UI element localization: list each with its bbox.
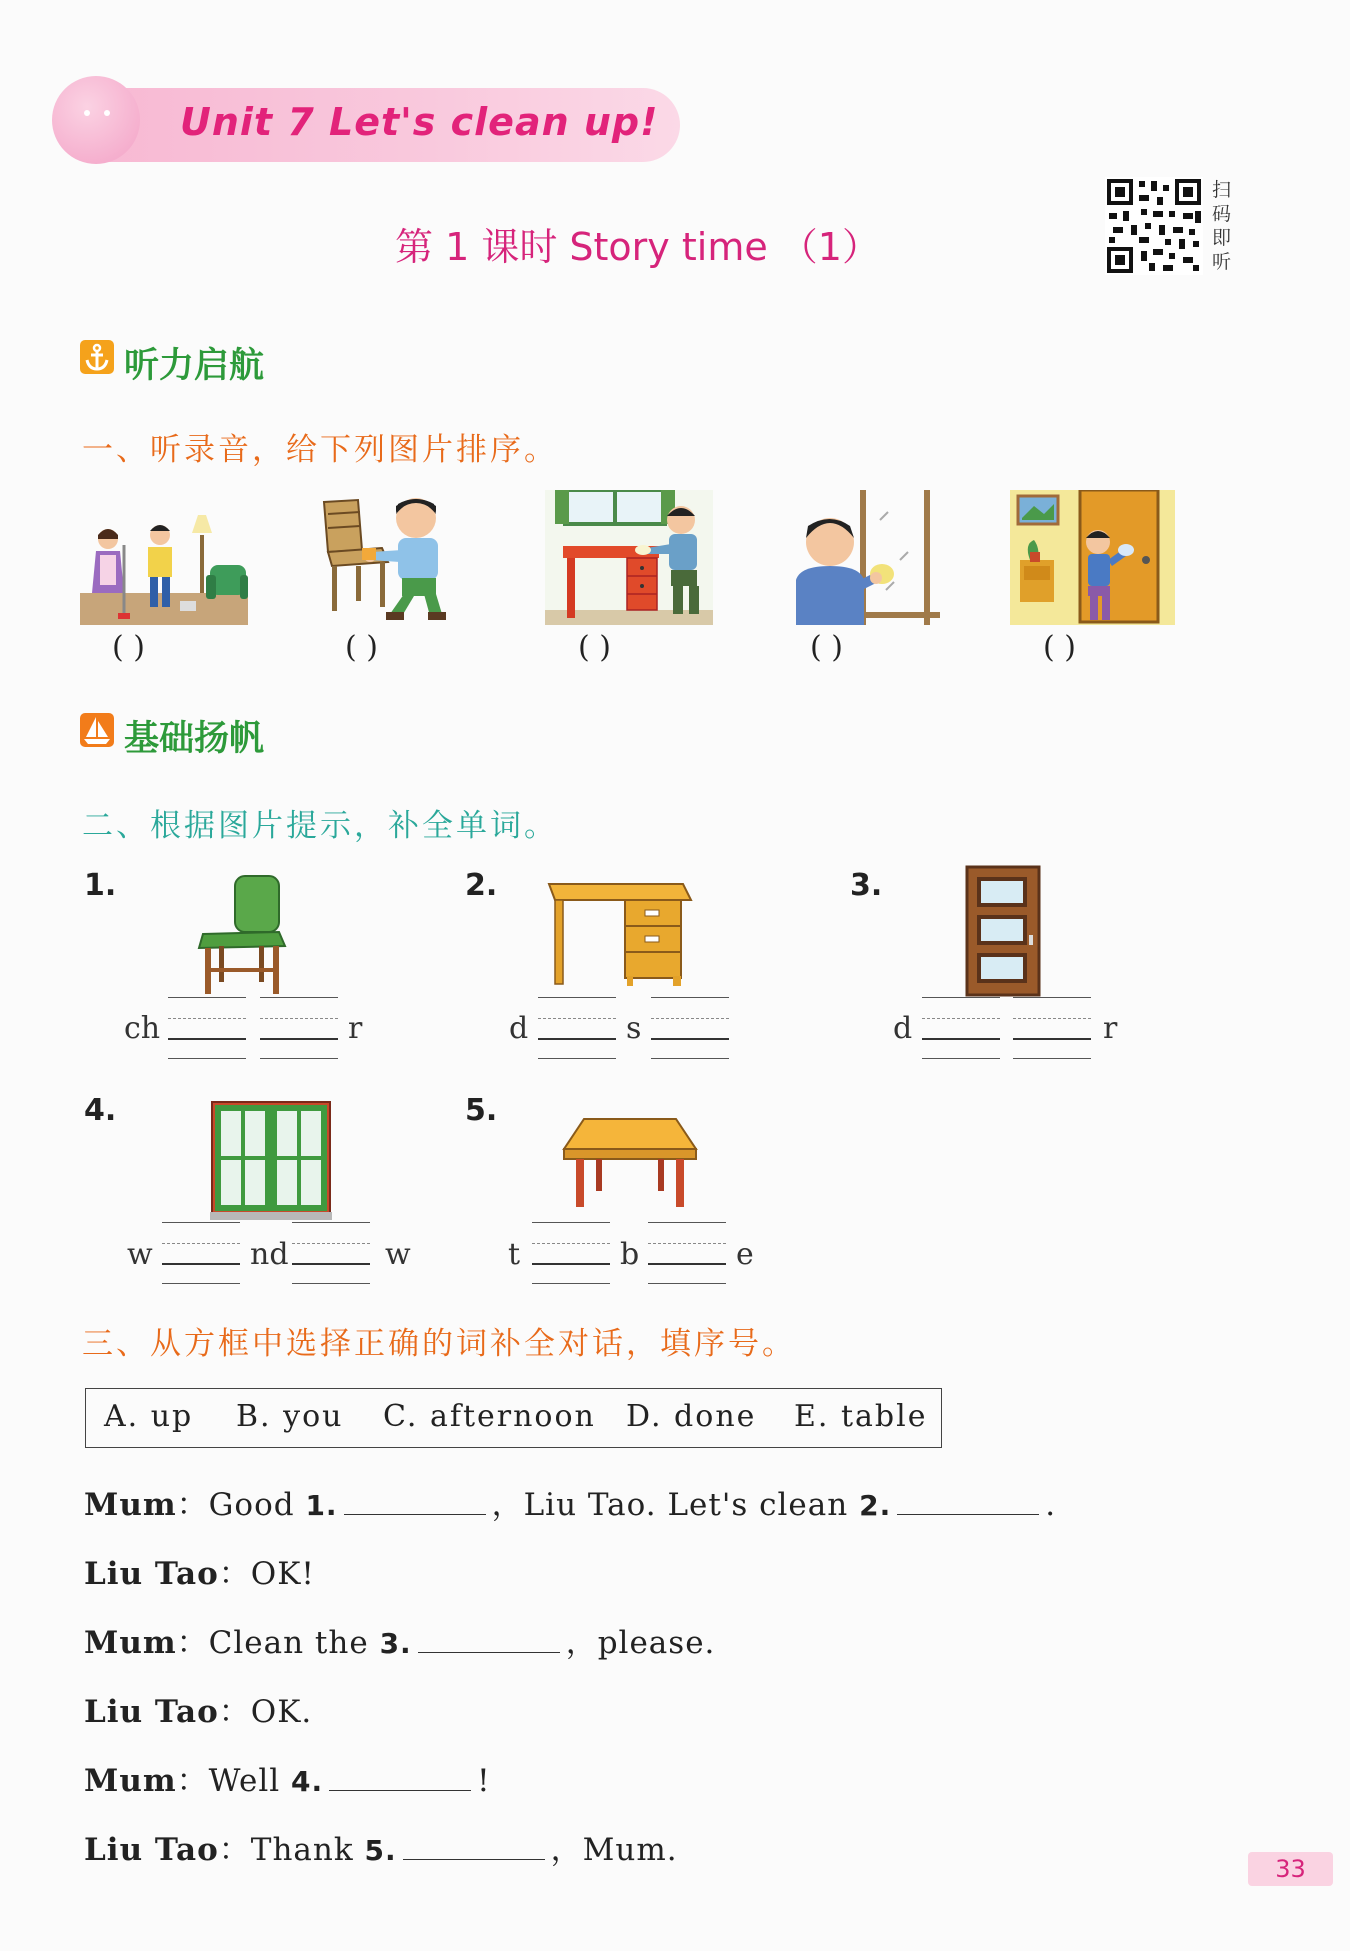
section-title-listening: 听力启航 bbox=[124, 346, 265, 386]
word-part: nd bbox=[250, 1237, 289, 1272]
item-number: 1. bbox=[84, 868, 117, 903]
letter-blank[interactable] bbox=[260, 997, 338, 1059]
letter-blank[interactable] bbox=[1013, 997, 1091, 1059]
dialogue-line-1: Mum：Good 1. ，Liu Tao. Let's clean 2. . bbox=[84, 1487, 1057, 1523]
qr-code-icon[interactable] bbox=[1105, 177, 1203, 275]
word-part: b bbox=[620, 1237, 640, 1272]
item-number: 2. bbox=[465, 868, 498, 903]
section-title-basics: 基础扬帆 bbox=[124, 719, 265, 759]
word-part: d bbox=[509, 1011, 529, 1046]
word-part: w bbox=[127, 1237, 153, 1272]
anchor-icon bbox=[80, 340, 114, 374]
table-picture bbox=[562, 1115, 698, 1211]
answer-blank-3[interactable]: ( ) bbox=[578, 630, 611, 665]
answer-blank-4[interactable]: ( ) bbox=[810, 630, 843, 665]
dialogue-line-4: Liu Tao：OK. bbox=[84, 1694, 313, 1730]
letter-blank[interactable] bbox=[648, 1222, 726, 1284]
option-b: B. you bbox=[236, 1399, 344, 1434]
letter-blank[interactable] bbox=[168, 997, 246, 1059]
mascot-ball-icon bbox=[52, 76, 140, 164]
dialogue-blank-2[interactable] bbox=[897, 1486, 1039, 1515]
letter-blank[interactable] bbox=[651, 997, 729, 1059]
chair-picture bbox=[193, 872, 293, 998]
word-part: t bbox=[508, 1237, 521, 1272]
word-bank-box bbox=[85, 1388, 942, 1448]
answer-blank-2[interactable]: ( ) bbox=[345, 630, 378, 665]
word-part: e bbox=[736, 1237, 754, 1272]
word-part: ch bbox=[124, 1011, 161, 1046]
dialogue-blank-4[interactable] bbox=[329, 1762, 471, 1791]
question-1-instruction: 一、听录音，给下列图片排序。 bbox=[82, 432, 558, 468]
dialogue-line-3: Mum：Clean the 3. ，please. bbox=[84, 1625, 716, 1661]
qr-caption: 扫码即听 bbox=[1212, 179, 1232, 273]
picture-boy-cleaning-desk bbox=[545, 490, 713, 625]
word-part: s bbox=[626, 1011, 642, 1046]
option-e: E. table bbox=[794, 1399, 928, 1434]
dialogue-blank-1[interactable] bbox=[344, 1486, 486, 1515]
letter-blank[interactable] bbox=[162, 1222, 240, 1284]
option-d: D. done bbox=[626, 1399, 757, 1434]
window-picture bbox=[210, 1100, 332, 1220]
picture-boy-cleaning-door bbox=[1010, 490, 1175, 625]
lesson-title: 第 1 课时 Story time （1） bbox=[395, 225, 880, 269]
item-number: 5. bbox=[465, 1093, 498, 1128]
letter-blank[interactable] bbox=[538, 997, 616, 1059]
word-part: w bbox=[385, 1237, 411, 1272]
word-part: r bbox=[1103, 1011, 1118, 1046]
answer-blank-5[interactable]: ( ) bbox=[1043, 630, 1076, 665]
picture-mother-and-boy bbox=[80, 505, 248, 625]
dialogue-blank-5[interactable] bbox=[403, 1831, 545, 1860]
picture-boy-cleaning-chair bbox=[318, 490, 463, 625]
dialogue-line-5: Mum：Well 4. ! bbox=[84, 1763, 491, 1799]
letter-blank[interactable] bbox=[532, 1222, 610, 1284]
dialogue-blank-3[interactable] bbox=[418, 1624, 560, 1653]
word-part: r bbox=[348, 1011, 363, 1046]
option-a: A. up bbox=[104, 1399, 194, 1434]
door-picture bbox=[965, 865, 1041, 997]
option-c: C. afternoon bbox=[383, 1399, 596, 1434]
item-number: 4. bbox=[84, 1093, 117, 1128]
sailboat-icon bbox=[80, 713, 114, 747]
question-3-instruction: 三、从方框中选择正确的词补全对话，填序号。 bbox=[82, 1326, 796, 1362]
answer-blank-1[interactable]: ( ) bbox=[112, 630, 145, 665]
word-part: d bbox=[893, 1011, 913, 1046]
page-number: 33 bbox=[1248, 1852, 1333, 1886]
item-number: 3. bbox=[850, 868, 883, 903]
dialogue-line-6: Liu Tao：Thank 5. ，Mum. bbox=[84, 1832, 678, 1868]
letter-blank[interactable] bbox=[292, 1222, 370, 1284]
letter-blank[interactable] bbox=[922, 997, 1000, 1059]
question-2-instruction: 二、根据图片提示，补全单词。 bbox=[82, 808, 558, 844]
dialogue-line-2: Liu Tao：OK! bbox=[84, 1556, 315, 1592]
unit-title: Unit 7 Let's clean up! bbox=[180, 100, 659, 144]
desk-picture bbox=[545, 880, 693, 988]
picture-boy-cleaning-window bbox=[790, 490, 940, 625]
